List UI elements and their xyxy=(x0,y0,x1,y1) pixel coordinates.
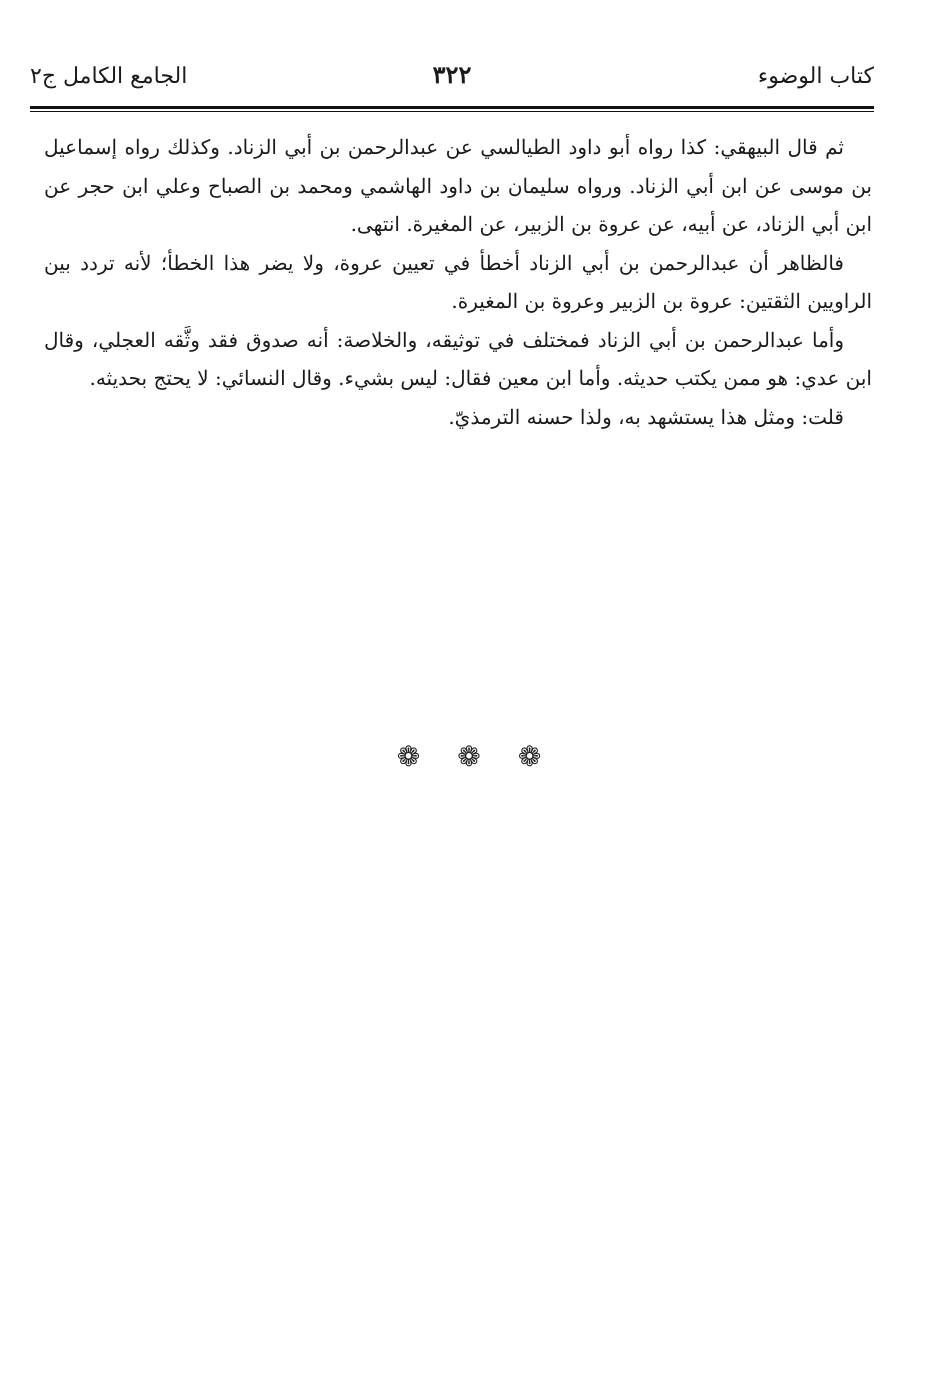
paragraph: قلت: ومثل هذا يستشهد به، ولذا حسنه الترمذيّ. xyxy=(448,404,844,429)
flower-ornament-icon: ❁ xyxy=(457,740,481,773)
section-end-ornaments xyxy=(0,740,938,773)
page-number: ٣٢٢ xyxy=(432,60,472,89)
flower-ornament-icon: ❁ xyxy=(396,740,421,773)
body-text xyxy=(44,128,872,436)
page-header xyxy=(30,58,874,102)
flower-ornament-icon: ❁ xyxy=(517,740,542,773)
header-rule-thick xyxy=(30,106,874,109)
chapter-title: كتاب الوضوء xyxy=(757,64,874,89)
paragraph: ثم قال البيهقي: كذا رواه أبو داود الطيالسي عن عبدالرحمن بن أبي الزناد. وكذلك رواه إسماعيل بن موسى عن ابن أبي الزناد. ورواه سليمان بن داود الهاشمي ومحمد بن الصباح وعلي ابن حجر عن ابن أبي الزناد، عن أبيه، عن عروة بن الزبير، عن المغيرة. انتهى. xyxy=(44,135,872,236)
paragraph: وأما عبدالرحمن بن أبي الزناد فمختلف في توثيقه، والخلاصة: أنه صدوق فقد وثَّقه العجلي، وقال ابن عدي: هو ممن يكتب حديثه. وأما ابن معين فقال: ليس بشيء. وقال النسائي: لا يحتج بحديثه. xyxy=(44,327,872,390)
book-title: الجامع الكامل ج٢ xyxy=(30,64,188,89)
header-rule-thin xyxy=(30,111,874,112)
paragraph: فالظاهر أن عبدالرحمن بن أبي الزناد أخطأ في تعيين عروة، ولا يضر هذا الخطأ؛ لأنه تردد بين الراويين الثقتين: عروة بن الزبير وعروة بن المغيرة. xyxy=(44,250,872,313)
